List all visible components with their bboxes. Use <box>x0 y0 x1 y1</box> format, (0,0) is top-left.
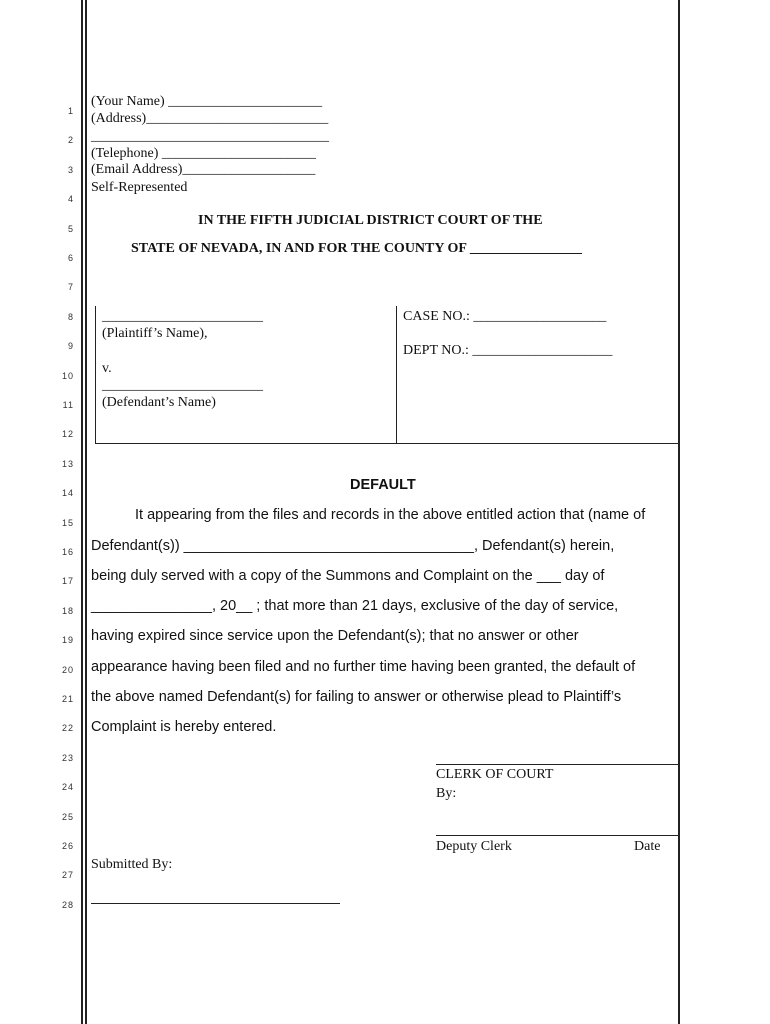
left-margin-line-outer <box>81 0 83 1024</box>
clerk-of-court-label: CLERK OF COURT <box>436 767 554 782</box>
email-line: (Email Address)___________________ <box>91 162 316 177</box>
line-number: 13 <box>61 459 74 469</box>
caption-left-border <box>95 306 96 444</box>
left-margin-line-inner <box>85 0 87 1024</box>
right-margin-line <box>678 0 680 1024</box>
versus-label: v. <box>102 361 112 376</box>
court-heading-line-1: IN THE FIFTH JUDICIAL DISTRICT COURT OF THE <box>198 213 543 228</box>
clerk-signature-line <box>436 764 678 765</box>
line-number: 4 <box>67 194 74 204</box>
line-number: 22 <box>61 723 74 733</box>
document-title: DEFAULT <box>350 477 416 493</box>
body-line-3: being duly served with a copy of the Summons and Complaint on the ___ day of <box>91 568 605 584</box>
line-number: 15 <box>61 518 74 528</box>
body-line-5: having expired since service upon the Defendant(s); that no answer or other <box>91 628 579 644</box>
address-line: (Address)__________________________ <box>91 111 329 126</box>
caption-bottom-border <box>95 443 678 444</box>
submitted-by-label: Submitted By: <box>91 857 173 872</box>
case-number-field: CASE NO.: ___________________ <box>403 309 607 324</box>
line-number: 25 <box>61 812 74 822</box>
address-line-2: __________________________________ <box>91 129 329 144</box>
line-number: 20 <box>61 665 74 675</box>
defendant-name-blank: _______________________ <box>102 378 263 393</box>
body-line-6: appearance having been filed and no further time having been granted, the default of <box>91 659 636 675</box>
line-number: 24 <box>61 782 74 792</box>
line-number: 10 <box>61 371 74 381</box>
line-number: 6 <box>67 253 74 263</box>
line-number: 14 <box>61 488 74 498</box>
line-number: 26 <box>61 841 74 851</box>
line-number: 3 <box>67 165 74 175</box>
line-number: 17 <box>61 576 74 586</box>
body-line-1: It appearing from the files and records in the above entitled action that (name of <box>135 507 646 523</box>
line-number: 7 <box>67 282 74 292</box>
line-number: 21 <box>61 694 74 704</box>
line-number: 8 <box>67 312 74 322</box>
body-line-2: Defendant(s)) ____________________________________, Defendant(s) herein, <box>91 538 615 554</box>
line-number: 27 <box>61 870 74 880</box>
court-heading-line-2: STATE OF NEVADA, IN AND FOR THE COUNTY OF ________________ <box>131 241 582 256</box>
body-line-8: Complaint is hereby entered. <box>91 719 277 735</box>
caption-center-divider <box>396 306 397 444</box>
submitted-by-signature-line <box>91 903 340 904</box>
line-number: 5 <box>67 224 74 234</box>
line-number: 18 <box>61 606 74 616</box>
defendant-name-label: (Defendant’s Name) <box>102 395 216 410</box>
line-number: 1 <box>67 106 74 116</box>
line-number: 19 <box>61 635 74 645</box>
line-number: 16 <box>61 547 74 557</box>
deputy-clerk-label: Deputy Clerk <box>436 839 512 854</box>
your-name-line: (Your Name) ______________________ <box>91 94 323 109</box>
line-number: 28 <box>61 900 74 910</box>
department-number-field: DEPT NO.: ____________________ <box>403 343 613 358</box>
body-line-7: the above named Defendant(s) for failing to answer or otherwise plead to Plaintiff’s <box>91 689 622 705</box>
telephone-line: (Telephone) ______________________ <box>91 146 316 161</box>
line-number: 9 <box>67 341 74 351</box>
by-label: By: <box>436 786 457 801</box>
plaintiff-name-label: (Plaintiff’s Name), <box>102 326 208 341</box>
plaintiff-name-blank: _______________________ <box>102 309 263 324</box>
date-label: Date <box>634 839 661 854</box>
line-number: 23 <box>61 753 74 763</box>
body-line-4: _______________, 20__ ; that more than 21 days, exclusive of the day of service, <box>91 598 619 614</box>
line-number: 11 <box>62 400 74 410</box>
line-number: 2 <box>67 135 74 145</box>
self-represented-label: Self-Represented <box>91 180 188 195</box>
line-number: 12 <box>61 429 74 439</box>
deputy-signature-line <box>436 835 678 836</box>
